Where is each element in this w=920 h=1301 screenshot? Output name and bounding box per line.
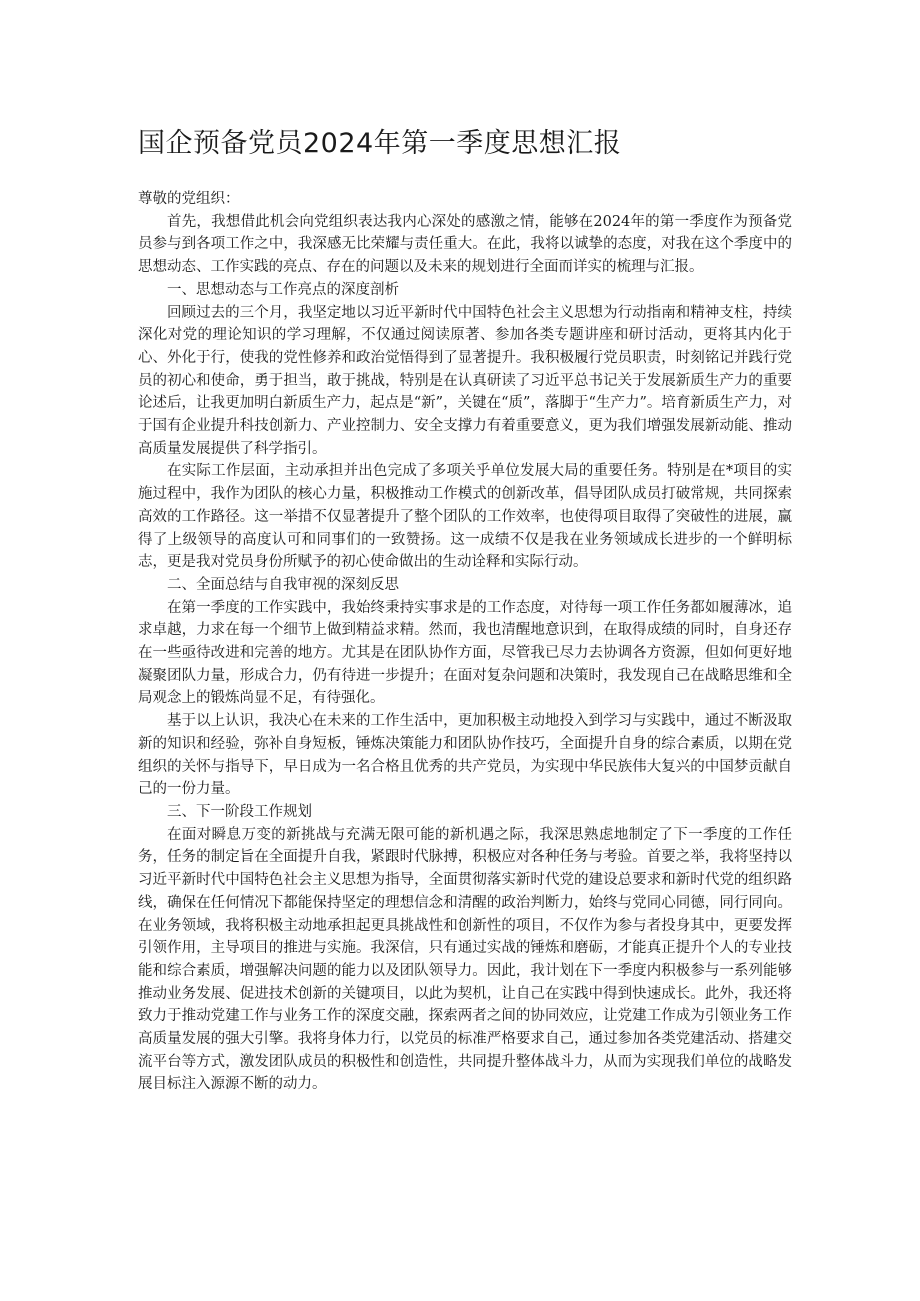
section-1-heading: 一、思想动态与工作亮点的深度剖析: [167, 281, 399, 298]
section-1-paragraph-2: 在实际工作层面，主动承担并出色完成了多项关乎单位发展大局的重要任务。特别是在*项目的实施过程中，我作为团队的核心力量，积极推动工作模式的创新改革，倡导团队成员打破常规，共同探索高效的工作路径。这一举措不仅显著提升了整个团队的工作效率，也使得项目取得了突破性的进展，赢得了上级领导的高度认可和同事们的一致赞扬。这一成绩不仅是我在业务领域成长进步的一个鲜明标志，更是我对党员身份所赋予的初心使命做出的生动诠释和实际行动。: [138, 463, 792, 571]
section-3-paragraph-1: 在面对瞬息万变的新挑战与充满无限可能的新机遇之际，我深思熟虑地制定了下一季度的工作任务，任务的制定旨在全面提升自我，紧跟时代脉搏，积极应对各种任务与考验。首要之举，我将坚持以习近平新时代中国特色社会主义思想为指导，全面贯彻落实新时代党的建设总要求和新时代党的组织路线，确保在任何情况下都能保持坚定的理想信念和清醒的政治判断力，始终与党同心同德，同行同向。在业务领域，我将积极主动地承担起更具挑战性和创新性的项目，不仅作为参与者投身其中，更要发挥引领作用，主导项目的推进与实施。我深信，只有通过实战的锤炼和磨砺，才能真正提升个人的专业技能和综合素质，增强解决问题的能力以及团队领导力。因此，我计划在下一季度内积极参与一系列能够推动业务发展、促进技术创新的关键项目，以此为契机，让自己在实践中得到快速成长。此外，我还将致力于推动党建工作与业务工作的深度交融，探索两者之间的协同效应，让党建工作成为引领业务工作高质量发展的强大引擎。我将身体力行，以党员的标准严格要求自己，通过参加各类党建活动、搭建交流平台等方式，激发团队成员的积极性和创造性，共同提升整体战斗力，从而为实现我们单位的战略发展目标注入源源不断的动力。: [138, 826, 792, 1093]
section-2-heading: 二、全面总结与自我审视的深刻反思: [167, 576, 399, 593]
section-2-paragraph-1: 在第一季度的工作实践中，我始终秉持实事求是的工作态度，对待每一项工作任务都如履薄冰，追求卓越，力求在每一个细节上做到精益求精。然而，我也清醒地意识到，在取得成绩的同时，自身还存在一些亟待改进和完善的地方。尤其是在团队协作方面，尽管我已尽力去协调各方资源，但如何更好地凝聚团队力量，形成合力，仍有待进一步提升；在面对复杂问题和决策时，我发现自己在战略思维和全局观念上的锻炼尚显不足，有待强化。: [138, 599, 792, 707]
section-2-paragraph-2: 基于以上认识，我决心在未来的工作生活中，更加积极主动地投入到学习与实践中，通过不断汲取新的知识和经验，弥补自身短板，锤炼决策能力和团队协作技巧，全面提升自身的综合素质，以期在党组织的关怀与指导下，早日成为一名合格且优秀的共产党员，为实现中华民族伟大复兴的中国梦贡献自己的一份力量。: [138, 713, 792, 798]
salutation: 尊敬的党组织：: [138, 191, 240, 207]
section-3-heading: 三、下一阶段工作规划: [167, 803, 312, 820]
document-title: 国企预备党员2024年第一季度思想汇报: [138, 128, 622, 159]
document-page: [138, 122, 792, 1096]
section-1-paragraph-1: 回顾过去的三个月，我坚定地以习近平新时代中国特色社会主义思想为行动指南和精神支柱，持续深化对党的理论知识的学习理解，不仅通过阅读原著、参加各类专题讲座和研讨活动，更将其内化于心、外化于行，使我的党性修养和政治觉悟得到了显著提升。我积极履行党员职责，时刻铭记并践行党员的初心和使命，勇于担当，敢于挑战，特别是在认真研读了习近平总书记关于发展新质生产力的重要论述后，让我更加明白新质生产力，起点是“新”，关键在“质”，落脚于“生产力”。培育新质生产力，对于国有企业提升科技创新力、产业控制力、安全支撑力有着重要意义，更为我们增强发展新动能、推动高质量发展提供了科学指引。: [138, 304, 792, 457]
intro-paragraph: 首先，我想借此机会向党组织表达我内心深处的感激之情，能够在2024年的第一季度作为预备党员参与到各项工作之中，我深感无比荣耀与责任重大。在此，我将以诚挚的态度，对我在这个季度中的思想动态、工作实践的亮点、存在的问题以及未来的规划进行全面而详实的梳理与汇报。: [138, 213, 792, 276]
